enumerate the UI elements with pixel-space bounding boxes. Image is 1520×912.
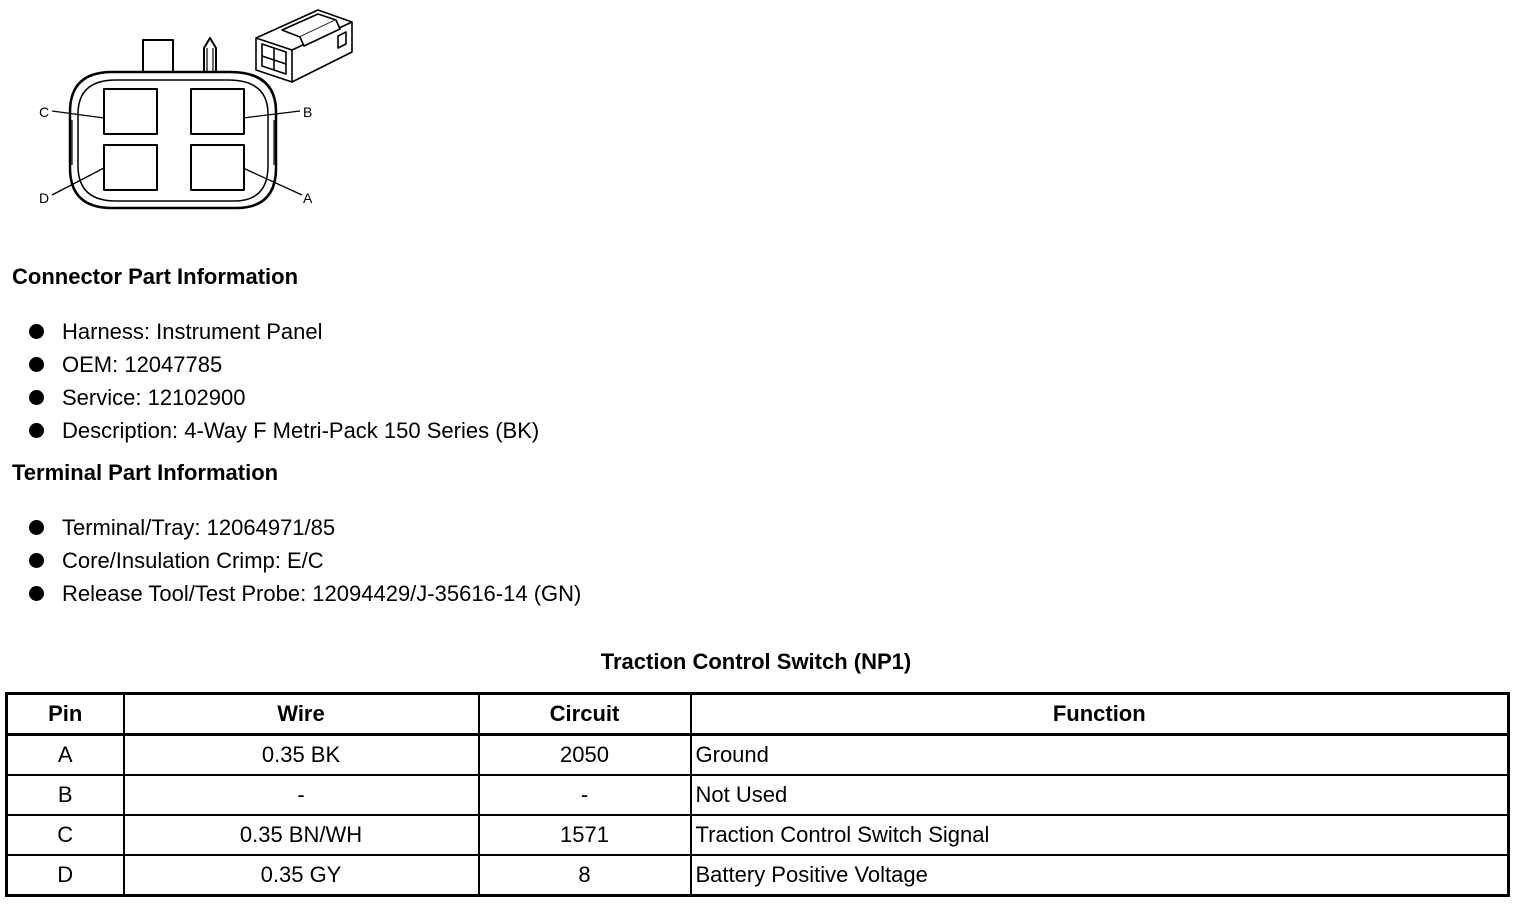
table-row — [7, 855, 1509, 896]
cell-circuit: - — [479, 775, 691, 815]
cell-wire: - — [124, 775, 479, 815]
bullet-icon — [29, 390, 44, 405]
cell-circuit: 8 — [479, 855, 691, 896]
table-header-row — [7, 694, 1509, 735]
bullet-icon — [29, 357, 44, 372]
cell-circuit: 1571 — [479, 815, 691, 855]
pin-label-a: A — [303, 190, 313, 206]
cell-wire: 0.35 GY — [124, 855, 479, 896]
cell-wire: 0.35 BN/WH — [124, 815, 479, 855]
bullet-icon — [29, 520, 44, 535]
table-row — [7, 775, 1509, 815]
pin-label-d: D — [39, 190, 50, 206]
cell-pin: A — [7, 735, 124, 776]
cell-pin: C — [7, 815, 124, 855]
table-row — [7, 815, 1509, 855]
cell-wire: 0.35 BK — [124, 735, 479, 776]
latch-tab — [143, 40, 173, 75]
cell-function: Not Used — [691, 775, 1509, 815]
connector-housing — [70, 72, 276, 208]
cell-function: Traction Control Switch Signal — [691, 815, 1509, 855]
pin-label-c: C — [39, 104, 50, 120]
connector-isometric-icon — [256, 10, 352, 82]
table-title: Traction Control Switch (NP1) — [600, 649, 912, 674]
column-header-wire: Wire — [124, 694, 479, 735]
bullet-icon — [29, 423, 44, 438]
table-row — [7, 735, 1509, 776]
cell-circuit: 2050 — [479, 735, 691, 776]
pin-label-b: B — [303, 104, 313, 120]
bullet-icon — [29, 553, 44, 568]
cell-function: Ground — [691, 735, 1509, 776]
connector-info-heading: Connector Part Information — [12, 264, 299, 289]
connector-face-diagram — [0, 0, 380, 230]
cell-pin: D — [7, 855, 124, 896]
column-header-circuit: Circuit — [479, 694, 691, 735]
pinout-table — [5, 692, 1510, 897]
bullet-icon — [29, 324, 44, 339]
column-header-function: Function — [691, 694, 1509, 735]
terminal-info-heading: Terminal Part Information — [12, 460, 279, 485]
bullet-icon — [29, 586, 44, 601]
cell-pin: B — [7, 775, 124, 815]
column-header-pin: Pin — [7, 694, 124, 735]
cell-function: Battery Positive Voltage — [691, 855, 1509, 896]
